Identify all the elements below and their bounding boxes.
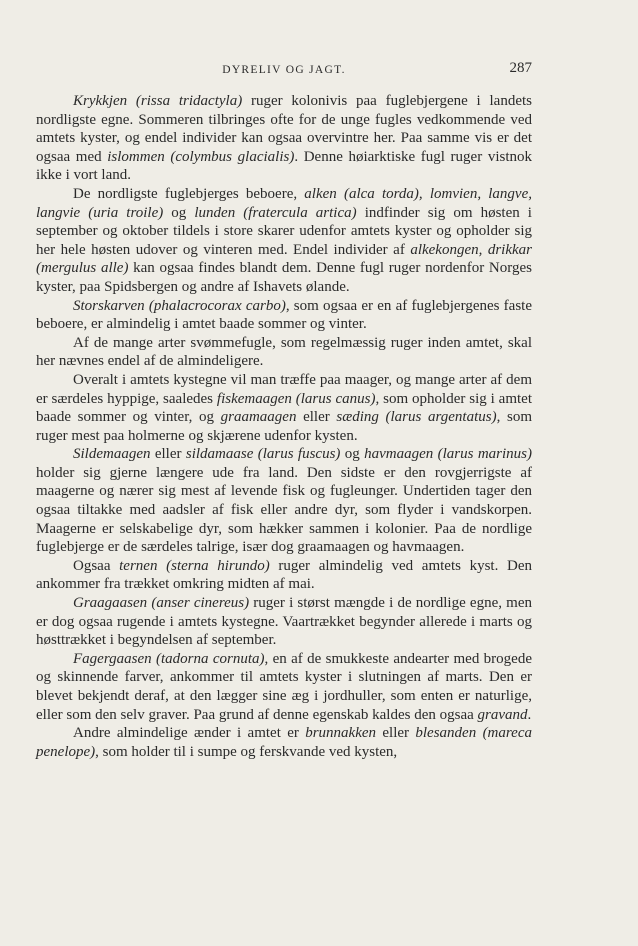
italic-term: Graagaasen (anser cinereus) bbox=[73, 595, 250, 612]
body-text bbox=[36, 92, 532, 761]
text-run: Ogsaa bbox=[73, 557, 120, 574]
text-run: . Denne høiarktiske fugl ruger vistnok ikke i vort land. bbox=[36, 148, 533, 184]
italic-term: Storskarven (phalacrocorax carbo) bbox=[73, 297, 286, 314]
paragraph bbox=[36, 650, 532, 724]
text-run: kan ogsaa findes blandt dem. Denne fugl ruger nordenfor Norges kyster, paa Spidsbergen og andre af Ishavets ølande. bbox=[36, 260, 532, 295]
text-run: ruger kolonivis paa fuglebjergene i landets nordligste egne. Sommeren tilbringes ofte for de unge fugles vedkommende ved amtets kyster, og endel individer kan ogsaa overvintre her. Paa samme vis er det ogsaa med bbox=[36, 93, 532, 165]
text-run: ruger i størst mængde i de nordlige egne, men er dog ogsaa rugende i amtets kystegne. Vaartrækket begynder allerede i marts og høsttrækket i begyndelsen af september. bbox=[36, 595, 532, 649]
text-run: , som ruger mest paa holmerne og skjærene udenfor kysten. bbox=[36, 409, 533, 444]
paragraph bbox=[36, 185, 532, 297]
italic-term: alkekongen, drikkar (mergulus alle) bbox=[36, 241, 533, 277]
page-header bbox=[36, 62, 532, 82]
paragraph bbox=[36, 445, 532, 557]
paragraph bbox=[36, 92, 532, 185]
paragraph bbox=[36, 724, 532, 761]
italic-term: ternen (sterna hirundo) bbox=[119, 557, 270, 574]
text-run: , som ogsaa er en af fuglebjergenes faste beboere, er almindelig i amtet baade sommer og vinter. bbox=[36, 297, 532, 333]
text-run: eller bbox=[150, 446, 186, 463]
running-head: DYRELIV OG JAGT. bbox=[222, 64, 346, 76]
text-run: indfinder sig om høsten i september og oktober tildels i store skarer udenfor amtets kyster og opholder sig her hele høsten udover og vinteren med. Endel individer af bbox=[36, 204, 532, 258]
italic-term: lunden (fratercula artica) bbox=[194, 204, 357, 221]
italic-term: Sildemaagen bbox=[73, 446, 151, 463]
italic-term: graamaagen bbox=[220, 409, 297, 426]
text-run: Af de mange arter svømmefugle, som regelmæssig ruger inden amtet, skal her nævnes endel af de almindeligere. bbox=[36, 334, 532, 370]
italic-term: brunnakken bbox=[305, 725, 377, 742]
italic-term: havmaagen (larus marinus) bbox=[364, 446, 533, 463]
paragraph bbox=[36, 334, 532, 371]
text-run: og bbox=[340, 446, 365, 463]
italic-term: Fagergaasen (tadorna cornuta) bbox=[73, 650, 265, 667]
italic-term: gravand bbox=[477, 706, 528, 723]
text-run: Andre almindelige ænder i amtet er bbox=[73, 725, 306, 742]
text-run: De nordligste fuglebjerges beboere, bbox=[73, 185, 305, 202]
text-run: ruger almindelig ved amtets kyst. Den ankommer fra trækket omkring midten af mai. bbox=[36, 557, 532, 593]
text-run: , som holder til i sumpe og ferskvande ved kysten, bbox=[95, 743, 398, 760]
paragraph bbox=[36, 557, 532, 594]
text-run: , en af de smukkeste andearter med brogede og skinnende farver, ankommer til amtets kyster i slutningen af marts. Den er blevet bekjendt deraf, at den lægger sine æg i jordhuller, som enten er naturlige, eller som den selv graver. Paa grund af denne egenskab kaldes den ogsaa bbox=[36, 650, 532, 723]
text-run: . bbox=[527, 706, 532, 723]
text-run: holder sig gjerne længere ude fra land. Den sidste er den rovgjerrigste af maagerne og nærer sig mest af levende fisk og fugleunger. Undertiden tager den ogsaa tiltakke med aadsler af fisk eller andre dyr, som flyder i vandskorpen. Maagerne er selskabelige dyr, som hækker sammen i kolonier. Paa de nordlige fuglebjerge er de særdeles talrige, især dog graamaagen og havmaagen. bbox=[36, 464, 532, 556]
paragraph bbox=[36, 297, 532, 334]
paragraph bbox=[36, 594, 532, 650]
italic-term: sildamaase (larus fuscus) bbox=[185, 446, 341, 463]
text-run: , som opholder sig i amtet baade sommer og vinter, og bbox=[36, 390, 532, 426]
italic-term: sæding (larus argentatus) bbox=[336, 409, 497, 426]
italic-term: islommen (colymbus glacialis) bbox=[107, 148, 295, 165]
paragraph bbox=[36, 371, 532, 445]
italic-term: Krykkjen (rissa tridactyla) bbox=[73, 93, 243, 109]
text-run: eller bbox=[296, 409, 337, 426]
text-run: og bbox=[163, 204, 195, 221]
page-number: 287 bbox=[509, 60, 532, 76]
text-run: eller bbox=[376, 725, 416, 742]
italic-term: blesanden (mareca penelope) bbox=[36, 725, 532, 760]
text-run: Overalt i amtets kystegne vil man træffe paa maager, og mange arter af dem er særdeles hyppige, saaledes bbox=[36, 371, 532, 407]
italic-term: alken (alca torda), lomvien, langve, langvie (uria troile) bbox=[36, 185, 532, 221]
italic-term: fiskemaagen (larus canus) bbox=[216, 390, 376, 407]
